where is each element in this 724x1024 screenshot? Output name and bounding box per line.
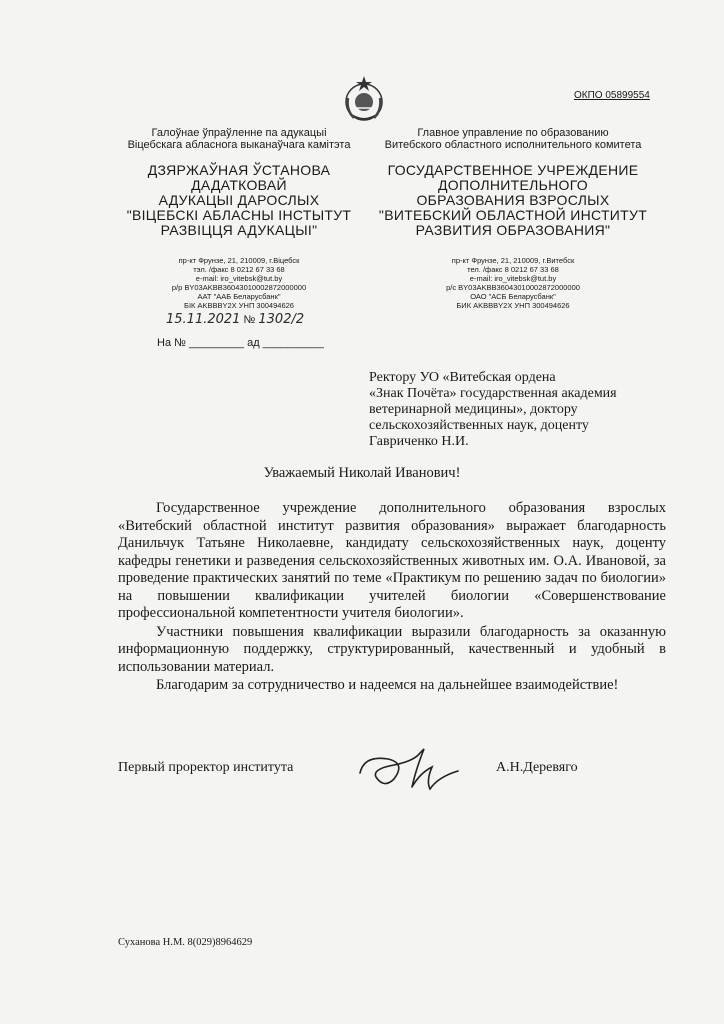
body-paragraph: Благодарим за сотрудничество и надеемся на дальнейшее взаимодействие!	[156, 677, 619, 693]
org-name-line: РАЗВИТИЯ ОБРАЗОВАНИЯ"	[415, 222, 611, 238]
contact-line: р/с BY03AKBB36043010002872000000	[446, 283, 580, 292]
contact-line: e-mail: iro_vitebsk@tut.by	[195, 274, 283, 283]
executor-contact: Суханова Н.М. 8(029)8964629	[118, 937, 253, 948]
header-belarusian	[108, 127, 370, 310]
org-name-line: "ВІЦЕБСКІ АБЛАСНЫ ІНСТЫТУТ	[126, 207, 352, 223]
registration-number: 1302/2	[258, 312, 305, 327]
letter-body	[118, 500, 666, 696]
recipient-block	[369, 370, 669, 450]
recipient-line: Гавриченко Н.И.	[369, 434, 469, 449]
okpo-code: ОКПО 05899554	[574, 90, 650, 101]
org-name-line: "ВИТЕБСКИЙ ОБЛАСТНОЙ ИНСТИТУТ	[378, 207, 648, 223]
contact-line: БИК AKBBBY2X УНП 300494626	[456, 301, 570, 310]
salutation: Уважаемый Николай Иванович!	[263, 465, 461, 481]
signer-position: Первый проректор института	[118, 760, 294, 775]
signer-name: А.Н.Деревяго	[496, 760, 578, 775]
header-russian	[378, 127, 648, 310]
org-name-line: ОБРАЗОВАНИЯ ВЗРОСЛЫХ	[416, 192, 610, 208]
handwritten-signature	[354, 743, 464, 799]
registration-date: 15.11.2021	[166, 312, 241, 327]
org-name-line: ДАДАТКОВАЙ	[191, 177, 287, 193]
contact-line: ОАО "АСБ Беларусбанк"	[470, 292, 556, 301]
recipient-line: сельскохозяйственных наук, доценту	[369, 418, 589, 433]
org-name-line: АДУКАЦЫІ ДАРОСЛЫХ	[158, 192, 320, 208]
ministry-line: Главное управление по образованию	[417, 127, 609, 139]
ministry-line: Галоўнае ўпраўленне па адукацыі	[151, 127, 327, 139]
ministry-line: Віцебскага абласнога выканаўчага камітэта	[127, 139, 351, 151]
org-name-line: РАЗВІЦЦЯ АДУКАЦЫІ"	[160, 222, 318, 238]
recipient-line: «Знак Почёта» государственная академия	[369, 386, 617, 401]
body-paragraph: Государственное учреждение дополнительного образования взрослых «Витебский областной институт развития образования» выражает благодарность Данильчук Татьяне Николаевне, кандидату сельскохозяйственных наук, доценту кафедры генетики и разведения сельскохозяйственных животных им. О.А. Ивановой, за проведение практических занятий по теме «Практикум по решению задач по биологии» на повышении квалификации учителей биологии «Совершенствование профессиональной компетентности учителя биологии».	[118, 500, 666, 621]
org-name-line: ГОСУДАРСТВЕННОЕ УЧРЕЖДЕНИЕ	[387, 162, 639, 178]
contact-line: тел. /факс 8 0212 67 33 68	[467, 265, 559, 274]
recipient-line: Ректору УО «Витебская ордена	[369, 370, 556, 385]
contact-line: БІК AKBBBY2X УНП 300494626	[184, 301, 294, 310]
state-emblem-icon	[340, 74, 388, 126]
body-paragraph: Участники повышения квалификации выразили благодарность за оказанную информационную поддержку, структурированный, качественный и удобный в использовании материал.	[118, 623, 666, 675]
ministry-line: Витебского областного исполнительного комитета	[384, 139, 642, 151]
contact-line: пр-кт Фрунзе, 21, 210009, г.Віцебск	[178, 256, 300, 265]
contact-line: пр-кт Фрунзе, 21, 210009, г.Витебск	[451, 256, 575, 265]
contact-line: ААТ "ААБ Беларусбанк"	[197, 292, 281, 301]
contact-line: e-mail: iro_vitebsk@tut.by	[469, 274, 557, 283]
contact-line: р/р BY03AKBB36043010002872000000	[171, 283, 307, 292]
registration-line	[166, 312, 304, 327]
contact-line: тэл. /факс 8 0212 67 33 68	[193, 265, 285, 274]
org-name-line: ДОПОЛНИТЕЛЬНОГО	[438, 177, 588, 193]
org-name-line: ДЗЯРЖАЎНАЯ ЎСТАНОВА	[147, 162, 331, 178]
registration-no-label: №	[243, 314, 256, 326]
recipient-line: ветеринарной медицины», доктору	[369, 402, 578, 417]
reference-line: На № _________ ад __________	[157, 337, 324, 349]
